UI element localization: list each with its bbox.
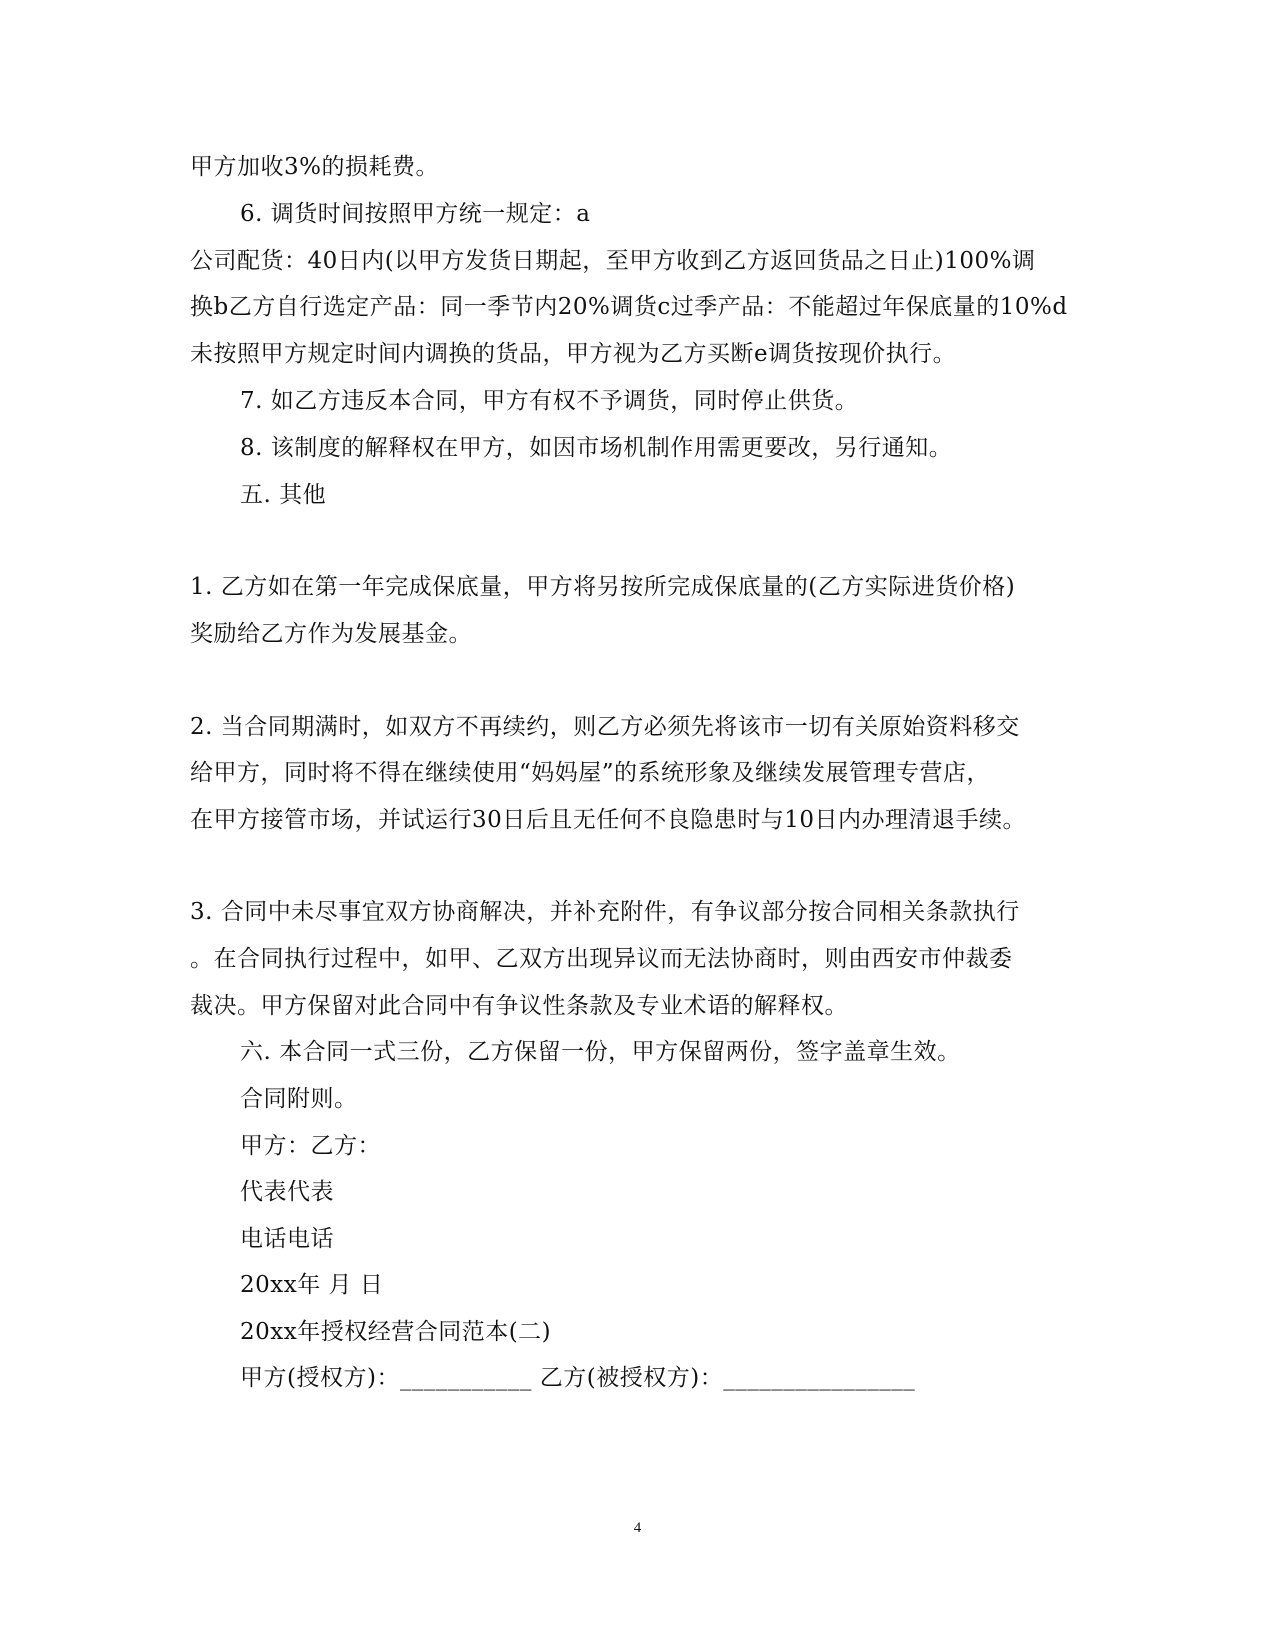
page-number: 4 [633,1520,642,1536]
text-line: 合同附则。 [240,1086,358,1112]
text-line: 2. 当合同期满时，如双方不再续约，则乙方必须先将该市一切有关原始资料移交 [190,714,1020,740]
text-line: 7. 如乙方违反本合同，甲方有权不予调货，同时停止供货。 [240,388,859,414]
text-line: 在甲方接管市场，并试运行30日后且无任何不良隐患时与10日内办理清退手续。 [190,807,1027,833]
text-line: 裁决。甲方保留对此合同中有争议性条款及专业术语的解释权。 [190,993,848,1019]
signature-representative-line: 代表代表 [240,1179,334,1205]
text-line: 。在合同执行过程中，如甲、乙双方出现异议而无法协商时，则由西安市仲裁委 [190,946,1013,972]
text-line: 公司配货：40日内(以甲方发货日期起，至甲方收到乙方返回货品之日止)100%调 [190,248,1036,274]
section-heading: 五. 其他 [240,482,327,508]
text-line: 8. 该制度的解释权在甲方，如因市场机制作用需更要改，另行通知。 [240,435,953,461]
signature-date-line: 20xx年 月 日 [240,1272,384,1298]
section-title: 20xx年授权经营合同范本(二) [240,1319,552,1345]
text-line: 换b乙方自行选定产品：同一季节内20%调货c过季产品：不能超过年保底量的10%d [190,294,1068,320]
text-line: 六. 本合同一式三份，乙方保留一份，甲方保留两份，签字盖章生效。 [240,1039,961,1065]
signature-phone-line: 电话电话 [240,1226,334,1252]
text-line: 6. 调货时间按照甲方统一规定：a [240,201,591,227]
signature-party-line: 甲方：乙方： [240,1133,381,1159]
text-line: 甲方加收3%的损耗费。 [190,154,439,180]
text-line: 给甲方，同时将不得在继续使用“妈妈屋”的系统形象及继续发展管理专营店， [190,760,991,786]
party-fill-line: 甲方(授权方)：___________ 乙方(被授权方)：________________ [240,1365,916,1391]
text-line: 未按照甲方规定时间内调换的货品，甲方视为乙方买断e调货按现价执行。 [190,341,957,367]
text-line: 3. 合同中未尽事宜双方协商解决，并补充附件，有争议部分按合同相关条款执行 [190,899,1020,925]
text-line: 1. 乙方如在第一年完成保底量，甲方将另按所完成保底量的(乙方实际进货价格) [190,574,1016,600]
text-line: 奖励给乙方作为发展基金。 [190,621,472,647]
